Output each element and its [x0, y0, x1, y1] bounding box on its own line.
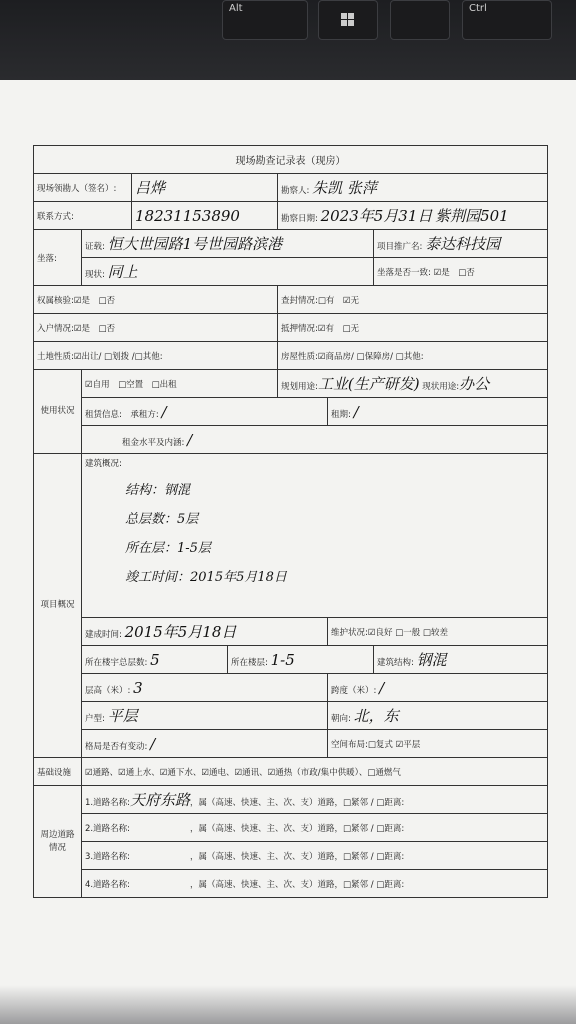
- project-section: 项目概况: [34, 454, 82, 758]
- ownership-options: ☑是 □否: [73, 295, 116, 306]
- infra-options: ☑通路、☑通上水、☑通下水、☑通电、☑通讯、☑通热（市政/集中供暖）、□通燃气: [82, 758, 548, 786]
- survey-form: [33, 145, 548, 898]
- seal-options: □有 ☑无: [317, 295, 360, 306]
- road-row: [82, 870, 548, 898]
- match-no: □否: [458, 267, 475, 278]
- total-floor-label: 所在楼宇总层数:: [85, 657, 148, 668]
- orient-label: 朝向:: [331, 714, 351, 724]
- entry-options: ☑是 □否: [73, 323, 116, 334]
- space-options: □复式 ☑平层: [367, 739, 421, 750]
- location-label: 坐落:: [34, 230, 82, 286]
- structure-label: 建筑结构:: [377, 658, 414, 668]
- road-label: 3.道路名称:: [85, 851, 130, 862]
- ctrl-key: Ctrl: [462, 0, 552, 40]
- road-label: 1.道路名称:: [85, 798, 130, 808]
- contact-value: 18231153890: [132, 202, 278, 230]
- building-overview-label: 建筑概况:: [85, 459, 122, 469]
- layout-change-label: 格局是否有变动:: [85, 741, 148, 752]
- windows-icon: [341, 13, 355, 27]
- planned-label: 规划用途:: [281, 382, 318, 392]
- floor-label: 所在楼层:: [231, 657, 268, 668]
- road-tail: ，属（高速、快速、主、次、支）道路，□紧邻 / □距离:: [189, 851, 405, 862]
- planned-value: 工业(生产研发): [317, 375, 420, 393]
- cert-label: 证载:: [85, 242, 105, 252]
- surveyor-value: 朱凯 张萍: [312, 179, 377, 197]
- road-row: [82, 842, 548, 870]
- floor-value: 1-5: [270, 650, 295, 669]
- land-options: ☑出让/ □划拨 /□其他:: [73, 351, 163, 362]
- lead-label: 现场领勘人（签名）:: [34, 174, 132, 202]
- road-tail: ，属（高速、快速、主、次、支）道路，□紧邻 / □距离:: [189, 823, 405, 834]
- current-use-value: 办公: [459, 375, 490, 393]
- status-label: 现状:: [85, 270, 105, 280]
- height-label: 层高（米）:: [85, 685, 131, 696]
- mortgage-label: 抵押情况:: [281, 323, 318, 334]
- overview-note: 所在层：1-5层: [125, 541, 211, 556]
- road-tail: ，属（高速、快速、主、次、支）道路，□紧邻 / □距离:: [190, 798, 405, 808]
- structure-value: 钢混: [416, 651, 447, 669]
- seal-label: 查封情况:: [281, 295, 318, 306]
- menu-key: [390, 0, 450, 40]
- date-extra: 紫荆园501: [435, 207, 509, 225]
- road-tail: ，属（高速、快速、主、次、支）道路，□紧邻 / □距离:: [189, 879, 405, 890]
- infra-label: 基础设施: [34, 758, 82, 786]
- match-yes: ☑是: [433, 267, 450, 278]
- date-label: 勘察日期:: [281, 214, 318, 224]
- ownership-label: 权属核验:: [37, 295, 74, 306]
- contact-label: 联系方式:: [34, 202, 132, 230]
- windows-key: [318, 0, 378, 40]
- overview-note: 竣工时间：2015年5月18日: [125, 570, 287, 585]
- road-label: 4.道路名称:: [85, 879, 130, 890]
- current-use-label: 现状用途:: [422, 382, 460, 392]
- land-label: 土地性质:: [37, 351, 74, 362]
- road-row: [82, 814, 548, 842]
- layout-change-value: /: [150, 734, 156, 753]
- total-floor-value: 5: [150, 650, 160, 669]
- surveyor-label: 勘察人:: [281, 186, 310, 196]
- overview-note: 结构：钢混: [125, 483, 191, 498]
- lease-label: 租赁信息: 承租方:: [85, 409, 159, 420]
- mortgage-options: ☑有 □无: [317, 323, 360, 334]
- keyboard: [0, 0, 576, 80]
- lease-value: /: [161, 402, 167, 421]
- term-value: /: [353, 402, 359, 421]
- type-value: 平层: [107, 707, 138, 725]
- house-label: 房屋性质:: [281, 351, 318, 362]
- house-options: ☑商品房/ □保障房/ □其他:: [317, 351, 424, 362]
- roads-section: 周边道路情况: [34, 786, 82, 898]
- lead-value: 吕烨: [132, 174, 278, 202]
- paper-shadow: [0, 985, 576, 1024]
- overview-note: 总层数：5层: [125, 512, 199, 527]
- road-value: 天府东路: [129, 791, 190, 809]
- maint-label: 维护状况:: [331, 627, 368, 638]
- type-label: 户型:: [85, 714, 105, 724]
- span-label: 跨度（米）:: [331, 685, 377, 696]
- form-title: 现场勘查记录表（现房）: [34, 146, 548, 174]
- rent-label: 租金水平及内涵:: [122, 437, 185, 448]
- alt-key: Alt: [222, 0, 308, 40]
- cert-value: 恒大世园路1号世园路滨港: [107, 235, 283, 253]
- date-value: 2023年5月31日: [320, 207, 433, 225]
- maint-options: ☑良好 □一般 □较差: [367, 627, 448, 638]
- orient-value: 北，东: [353, 707, 399, 725]
- road-label: 2.道路名称:: [85, 823, 130, 834]
- road-row: [82, 786, 548, 814]
- built-time-label: 建成时间:: [85, 630, 122, 640]
- term-label: 租期:: [331, 409, 351, 420]
- built-time-value: 2015年5月18日: [124, 623, 237, 641]
- rent-value: /: [187, 430, 193, 449]
- project-name-label: 项目推广名:: [377, 242, 423, 252]
- status-value: 同上: [107, 263, 138, 281]
- usage-options: ☑自用 □空置 □出租: [82, 370, 278, 398]
- match-label: 坐落是否一致:: [377, 267, 431, 278]
- height-value: 3: [133, 678, 143, 697]
- entry-label: 入户情况:: [37, 323, 74, 334]
- space-label: 空间布局:: [331, 739, 368, 750]
- project-name-value: 泰达科技园: [425, 235, 501, 253]
- span-value: /: [379, 678, 385, 697]
- usage-section: 使用状况: [34, 370, 82, 454]
